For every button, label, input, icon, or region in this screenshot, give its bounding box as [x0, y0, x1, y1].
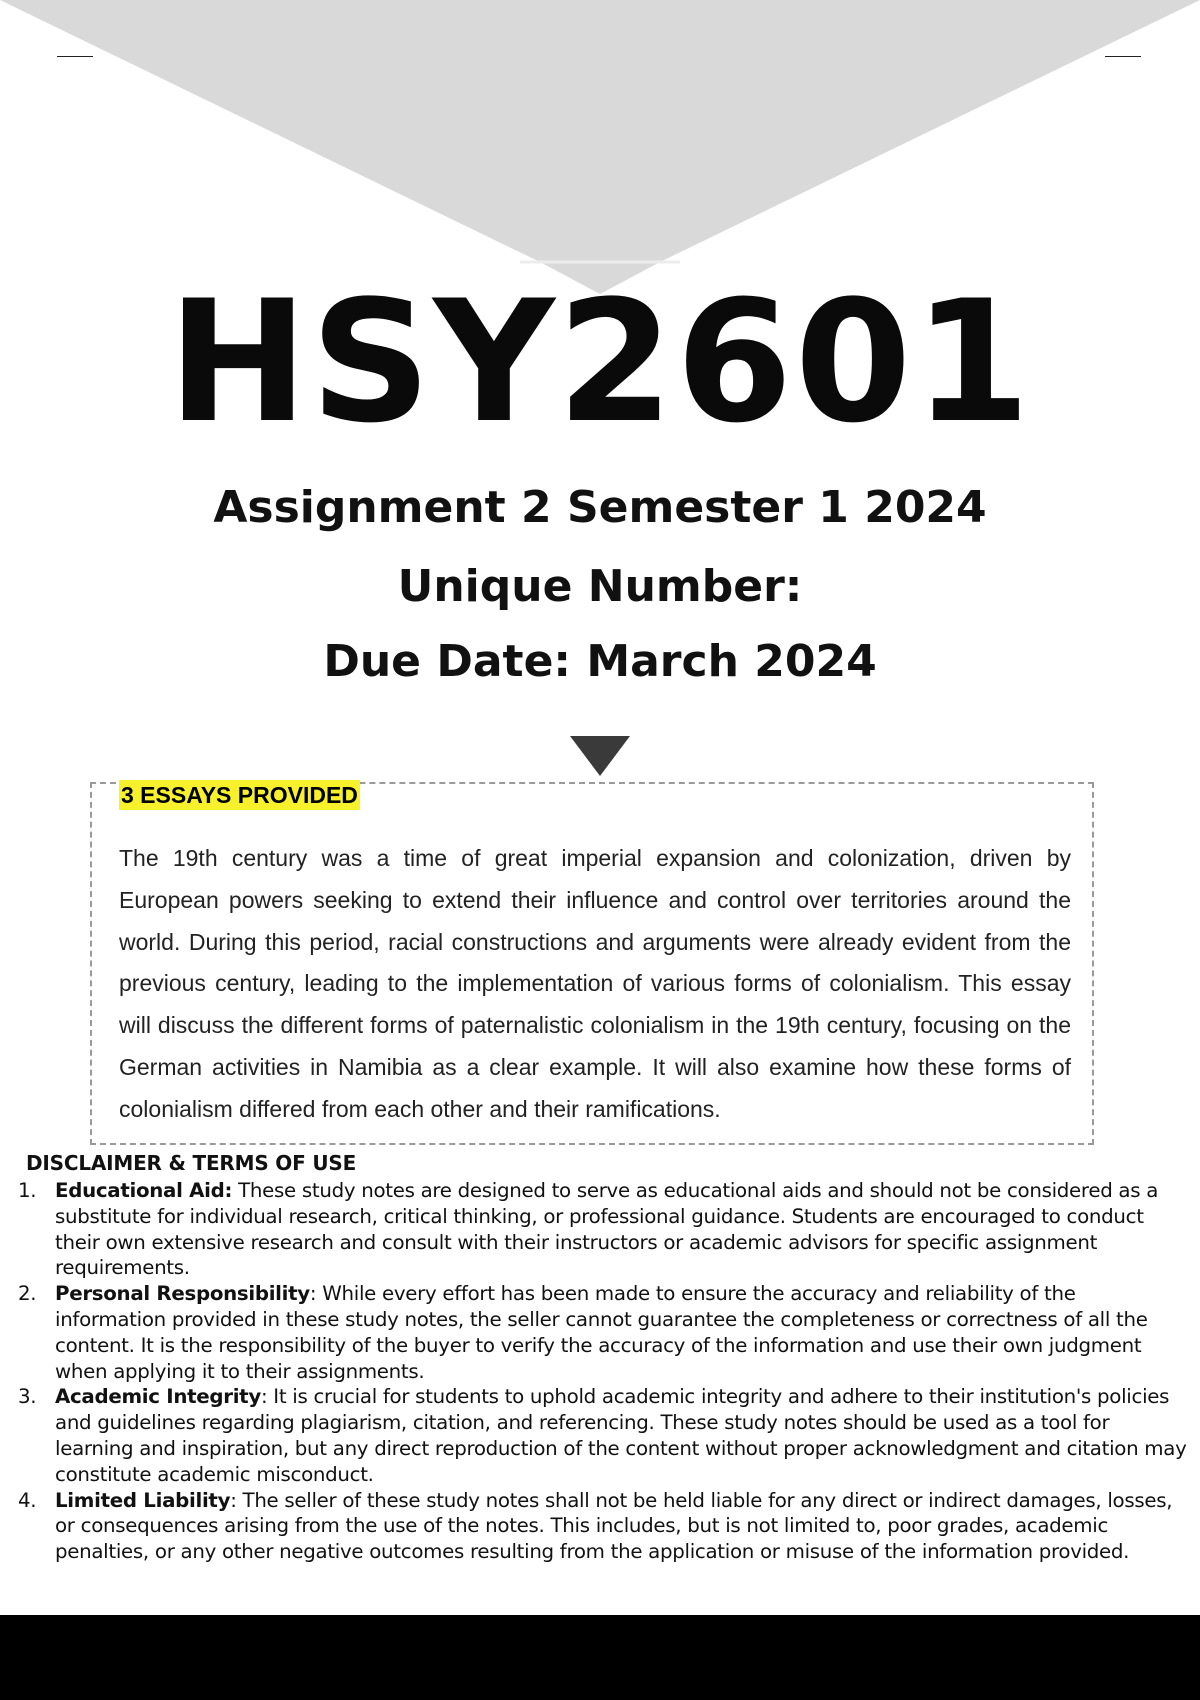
- essay-excerpt: The 19th century was a time of great imperial expansion and colonization, driven by European powers seeking to extend their influence and control over territories around the world. During this period, racial constructions and arguments were already evident from the previous century, leading to the implementation of various forms of colonialism. This essay will discuss the different forms of paternalistic colonialism in the 19th century, focusing on the German activities in Namibia as a clear example. It will also examine how these forms of colonialism differed from each other and their ramifications.: [119, 845, 1071, 1122]
- term-number: 1.: [18, 1179, 37, 1202]
- term-number: 2.: [18, 1282, 37, 1306]
- term-title: Academic Integrity: [55, 1385, 261, 1409]
- term-text: : While every effort has been made to ensure the accuracy and reliability of the information provided in these study notes, the seller cannot guarantee the completeness or correctness of all the content. It is the responsibility of the buyer to verify the accuracy of the information and use their own judgment when applying it to their assignments.: [55, 1282, 1148, 1383]
- essay-preview-box: [90, 782, 1094, 1145]
- triangle-down-icon: [568, 736, 632, 778]
- terms-list-item: [14, 1488, 1190, 1565]
- due-date-label: Due Date: March 2024: [323, 636, 877, 687]
- term-text: These study notes are designed to serve as educational aids and should not be considered as a substitute for individual research, critical thinking, or professional guidance. Students are encouraged to conduct their own extensive research and consult with their instructors or academic advisors for specific assignment requirements.: [55, 1179, 1159, 1280]
- term-text: : The seller of these study notes shall not be held liable for any direct or indirect damages, losses, or consequences arising from the use of the notes. This includes, but is not limited to, poor grades, academic penalties, or any other negative outcomes resulting from the application or misuse of the information provided.: [55, 1488, 1173, 1564]
- assignment-subtitle: Assignment 2 Semester 1 2024: [213, 482, 987, 533]
- terms-list-item: [14, 1281, 1190, 1384]
- term-title: Personal Responsibility: [55, 1282, 310, 1306]
- terms-list-item: [14, 1178, 1190, 1281]
- footer-bar: [0, 1615, 1200, 1700]
- unique-number-label: Unique Number:: [397, 561, 803, 612]
- header-chevron-decoration: [0, 0, 1200, 300]
- course-code-title: HSY2601: [167, 264, 1033, 460]
- term-title: Limited Liability: [55, 1488, 231, 1512]
- disclaimer-heading: DISCLAIMER & TERMS OF USE: [26, 1151, 357, 1175]
- term-number: 3.: [18, 1385, 37, 1409]
- essays-provided-tag: 3 ESSAYS PROVIDED: [121, 782, 358, 808]
- corner-line-right: [1105, 56, 1141, 57]
- terms-list: [14, 1178, 1190, 1565]
- corner-line-left: [57, 56, 93, 57]
- term-title: Educational Aid:: [55, 1179, 233, 1202]
- term-number: 4.: [18, 1488, 37, 1512]
- term-text: : It is crucial for students to uphold academic integrity and adhere to their institution's policies and guidelines regarding plagiarism, citation, and referencing. These study notes should be used as a tool for learning and inspiration, but any direct reproduction of the content without proper acknowledgment and citation may constitute academic misconduct.: [55, 1385, 1187, 1486]
- terms-list-item: [14, 1384, 1190, 1487]
